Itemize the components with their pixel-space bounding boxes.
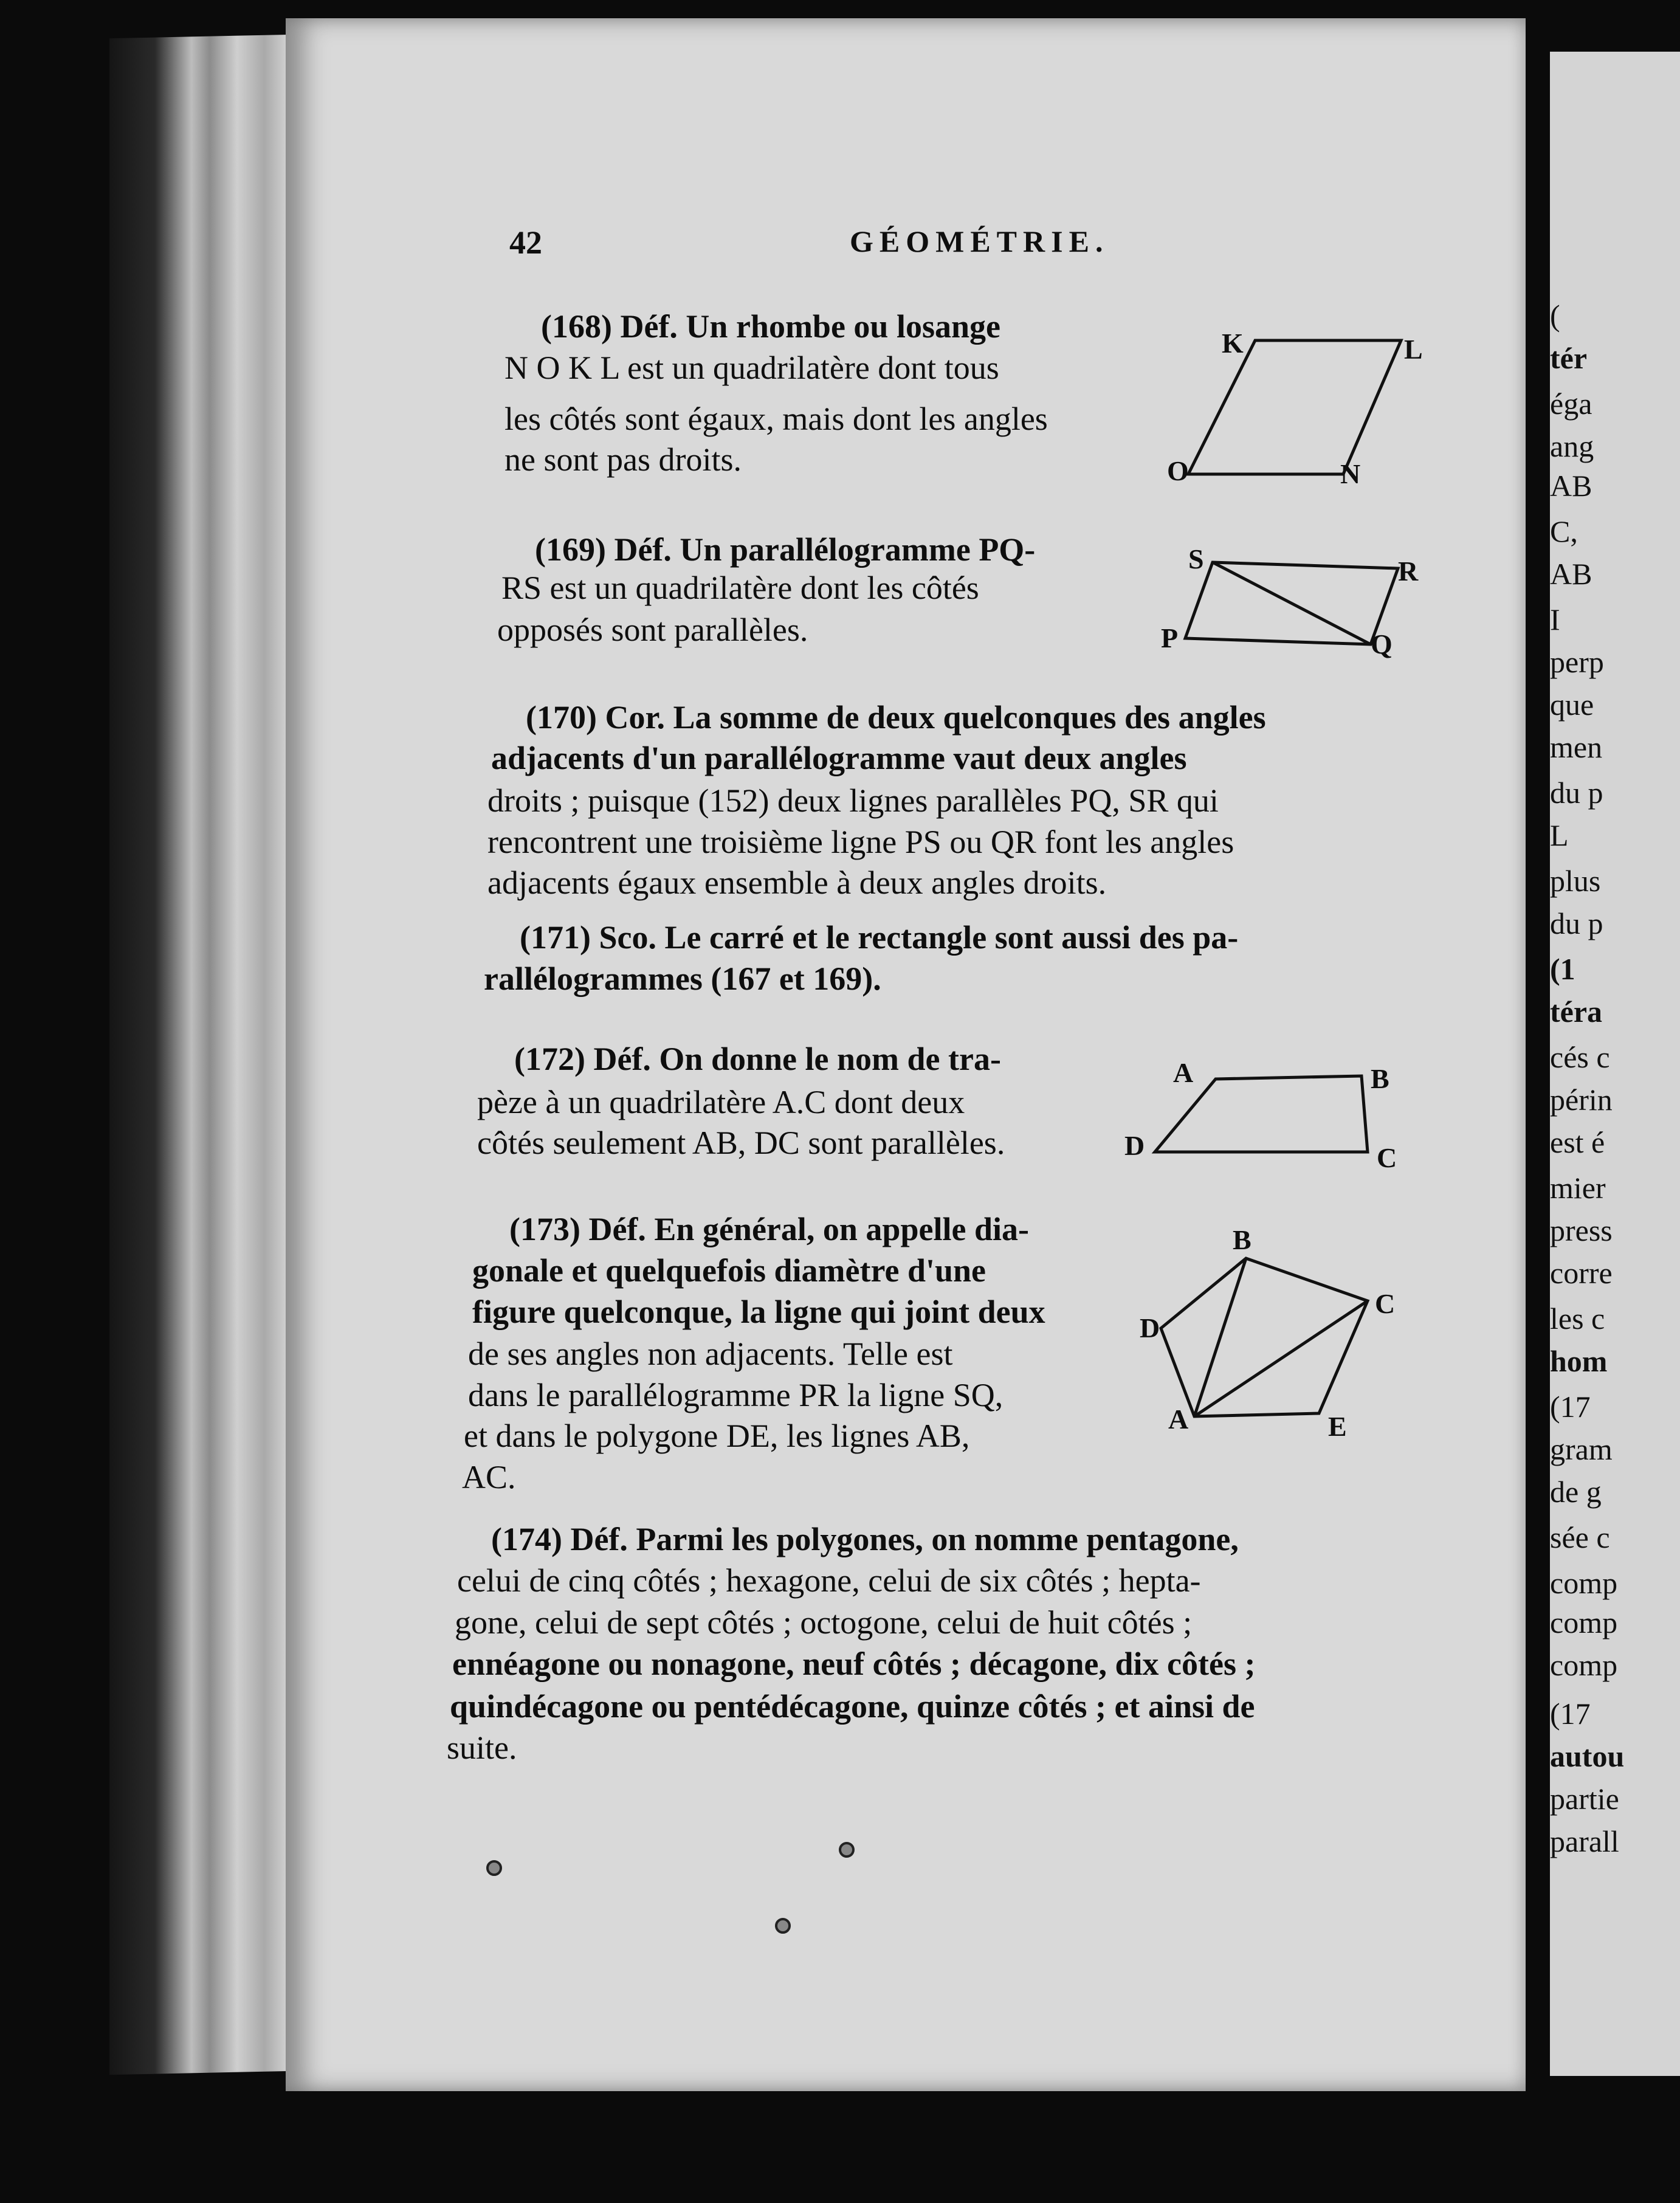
- ink-speck: [486, 1860, 502, 1876]
- text-line: (171) Sco. Le carré et le rectangle sont aussi des pa-: [520, 919, 1239, 956]
- right-page-fragment: L: [1550, 818, 1569, 852]
- text-line: adjacents égaux ensemble à deux angles droits.: [487, 864, 1107, 901]
- text-line: figure quelconque, la ligne qui joint deux: [472, 1294, 1045, 1330]
- book-edge: [109, 35, 292, 2075]
- right-page-fragment: (17: [1550, 1390, 1591, 1424]
- text-line: gone, celui de sept côtés ; octogone, celui de huit côtés ;: [455, 1604, 1193, 1641]
- right-page: [1550, 52, 1680, 2076]
- right-page-fragment: C,: [1550, 514, 1578, 548]
- text-line: (174) Déf. Parmi les polygones, on nomme pentagone,: [491, 1521, 1239, 1557]
- right-page-fragment: hom: [1550, 1344, 1608, 1378]
- right-page-fragment: partie: [1550, 1782, 1619, 1816]
- right-page-fragment: (1: [1550, 952, 1575, 986]
- right-page-fragment: que: [1550, 688, 1594, 722]
- right-page-fragment: ang: [1550, 429, 1594, 463]
- right-page-fragment: est é: [1550, 1125, 1605, 1159]
- right-page-fragment: (: [1550, 298, 1560, 333]
- rhombus-label-k: K: [1222, 328, 1244, 359]
- text-line: (173) Déf. En général, on appelle dia-: [509, 1211, 1029, 1247]
- right-page-fragment: tér: [1550, 341, 1588, 375]
- text-line: les côtés sont égaux, mais dont les angles: [504, 401, 1048, 437]
- trapezoid-label-c: C: [1377, 1142, 1397, 1173]
- ink-speck: [775, 1918, 791, 1934]
- text-line: opposés sont parallèles.: [497, 612, 808, 648]
- right-page-fragment: de g: [1550, 1475, 1602, 1509]
- right-page-fragment: sée c: [1550, 1520, 1610, 1554]
- text-line: N O K L est un quadrilatère dont tous: [504, 350, 999, 386]
- text-line: gonale et quelquefois diamètre d'une: [472, 1252, 986, 1289]
- text-line: droits ; puisque (152) deux lignes parallèles PQ, SR qui: [487, 782, 1219, 819]
- trapezoid-label-b: B: [1371, 1063, 1389, 1094]
- right-page-fragment: AB: [1550, 469, 1592, 503]
- right-page-fragment: comp: [1550, 1605, 1618, 1639]
- text-line: côtés seulement AB, DC sont parallèles.: [477, 1125, 1005, 1161]
- right-page-fragment: périn: [1550, 1083, 1613, 1117]
- text-line: rallélogrammes (167 et 169).: [484, 960, 881, 997]
- text-line: RS est un quadrilatère dont les côtés: [501, 570, 979, 606]
- page-number: 42: [509, 224, 542, 261]
- text-line: rencontrent une troisième ligne PS ou QR font les angles: [487, 824, 1234, 860]
- text-line: quindécagone ou pentédécagone, quinze côtés ; et ainsi de: [450, 1688, 1255, 1725]
- right-page-fragment: du p: [1550, 776, 1603, 810]
- parallelogram-label-p: P: [1161, 622, 1179, 653]
- right-page-fragment: I: [1550, 602, 1560, 636]
- parallelogram-label-r: R: [1398, 556, 1419, 587]
- rhombus-label-n: N: [1340, 458, 1361, 489]
- right-page-fragment: les c: [1550, 1301, 1605, 1336]
- trapezoid-label-d: D: [1124, 1130, 1145, 1161]
- right-page-fragment: du p: [1550, 906, 1603, 940]
- right-page-fragment: corre: [1550, 1256, 1613, 1290]
- right-page-fragment: parall: [1550, 1824, 1619, 1858]
- pentagon-label-e: E: [1328, 1411, 1347, 1442]
- text-line: et dans le polygone DE, les lignes AB,: [464, 1418, 970, 1454]
- ink-speck: [839, 1842, 855, 1858]
- text-line: ennéagone ou nonagone, neuf côtés ; décagone, dix côtés ;: [452, 1646, 1256, 1682]
- rhombus-label-o: O: [1167, 455, 1189, 486]
- right-page-fragment: comp: [1550, 1648, 1618, 1682]
- right-page-fragment: éga: [1550, 387, 1592, 421]
- text-line: (170) Cor. La somme de deux quelconques des angles: [526, 699, 1266, 736]
- pentagon-label-d: D: [1140, 1312, 1160, 1343]
- text-line: pèze à un quadrilatère A.C dont deux: [477, 1084, 965, 1120]
- right-page-fragment: gram: [1550, 1432, 1613, 1466]
- text-line: celui de cinq côtés ; hexagone, celui de six côtés ; hepta-: [457, 1562, 1201, 1599]
- right-page-fragment: AB: [1550, 557, 1592, 591]
- pentagon-label-a: A: [1168, 1404, 1189, 1435]
- right-page-fragment: téra: [1550, 995, 1603, 1029]
- text-line: (168) Déf. Un rhombe ou losange: [541, 308, 1000, 345]
- trapezoid-label-a: A: [1173, 1057, 1194, 1088]
- right-page-fragment: cés c: [1550, 1040, 1610, 1074]
- text-line: (172) Déf. On donne le nom de tra-: [514, 1041, 1001, 1077]
- right-page-fragment: comp: [1550, 1566, 1618, 1600]
- running-head: GÉOMÉTRIE.: [850, 224, 1109, 258]
- rhombus-label-l: L: [1404, 334, 1423, 365]
- pentagon-label-b: B: [1233, 1224, 1251, 1255]
- right-page-fragment: perp: [1550, 645, 1604, 679]
- right-page-fragment: men: [1550, 730, 1603, 764]
- right-page-fragment: plus: [1550, 864, 1601, 898]
- right-page-fragment: (17: [1550, 1697, 1591, 1731]
- text-line: (169) Déf. Un parallélogramme PQ-: [535, 531, 1036, 568]
- right-page-fragment: autou: [1550, 1739, 1625, 1773]
- parallelogram-label-s: S: [1188, 543, 1204, 574]
- right-page-fragment: mier: [1550, 1171, 1606, 1205]
- text-line: de ses angles non adjacents. Telle est: [468, 1336, 953, 1372]
- pentagon-label-c: C: [1375, 1288, 1396, 1319]
- text-line: suite.: [447, 1729, 517, 1766]
- text-line: ne sont pas droits.: [504, 441, 742, 478]
- right-page-fragment: press: [1550, 1213, 1613, 1247]
- page-header: [509, 224, 1227, 263]
- parallelogram-label-q: Q: [1371, 629, 1393, 660]
- text-line: dans le parallélogramme PR la ligne SQ,: [468, 1377, 1004, 1413]
- text-line: AC.: [462, 1459, 516, 1495]
- text-line: adjacents d'un parallélogramme vaut deux angles: [491, 740, 1187, 776]
